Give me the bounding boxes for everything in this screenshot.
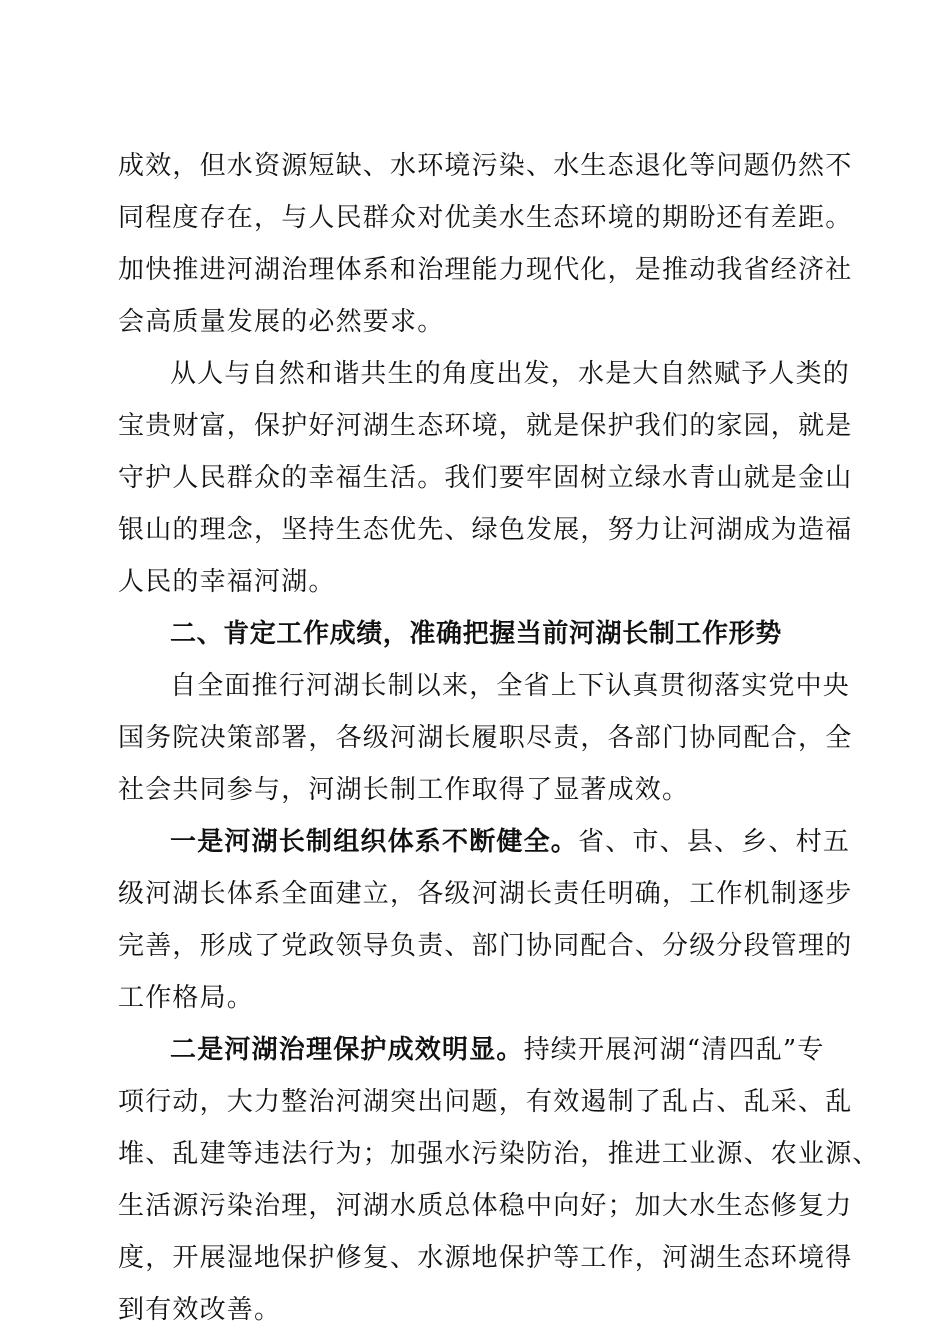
paragraph-lead: 一是河湖长制组织体系不断健全。	[170, 827, 579, 857]
paragraph-lead: 二是河湖治理保护成效明显。	[170, 1035, 524, 1065]
section-heading: 二、肯定工作成绩，准确把握当前河湖长制工作形势	[170, 619, 782, 649]
text-line: 加快推进河湖治理体系和治理能力现代化，是推动我省经济社	[118, 255, 853, 285]
text-line: 社会共同参与，河湖长制工作取得了显著成效。	[118, 775, 690, 805]
text-line: 守护人民群众的幸福生活。我们要牢固树立绿水青山就是金山	[118, 463, 853, 493]
text-line: 工作格局。	[118, 983, 255, 1013]
paragraph-2	[118, 348, 853, 608]
text-line: 堆、乱建等违法行为；加强水污染防治，推进工业源、农业源、	[118, 1139, 880, 1169]
text-line	[118, 1024, 834, 1076]
text-line	[118, 816, 851, 868]
text-line: 同程度存在，与人民群众对优美水生态环境的期盼还有差距。	[118, 203, 853, 233]
text-line: 度，开展湿地保护修复、水源地保护等工作，河湖生态环境得	[118, 1243, 853, 1273]
text-line: 会高质量发展的必然要求。	[118, 307, 445, 337]
paragraph-3	[118, 660, 853, 816]
text-line: 银山的理念，坚持生态优先、绿色发展，努力让河湖成为造福	[118, 515, 853, 545]
paragraph-5	[118, 1024, 880, 1336]
text-line: 到有效改善。	[118, 1295, 282, 1325]
text-line: 人民的幸福河湖。	[118, 567, 336, 597]
text-line: 自全面推行河湖长制以来，全省上下认真贯彻落实党中央	[170, 671, 851, 701]
text-span: 持续开展河湖“清四乱”专	[523, 1035, 825, 1065]
text-line: 生活源污染治理，河湖水质总体稳中向好；加大水生态修复力	[118, 1191, 853, 1221]
text-line: 成效，但水资源短缺、水环境污染、水生态退化等问题仍然不	[118, 151, 853, 181]
text-line: 国务院决策部署，各级河湖长履职尽责，各部门协同配合，全	[118, 723, 853, 753]
text-line: 项行动，大力整治河湖突出问题，有效遏制了乱占、乱采、乱	[118, 1087, 853, 1117]
text-line: 从人与自然和谐共生的角度出发，水是大自然赋予人类的	[170, 359, 851, 389]
paragraph-1	[118, 140, 853, 348]
paragraph-4	[118, 816, 853, 1024]
text-line: 完善，形成了党政领导负责、部门协同配合、分级分段管理的	[118, 931, 853, 961]
text-line: 宝贵财富，保护好河湖生态环境，就是保护我们的家园，就是	[118, 411, 853, 441]
text-line: 级河湖长体系全面建立，各级河湖长责任明确，工作机制逐步	[118, 879, 853, 909]
text-span: 省、市、县、乡、村五	[578, 827, 851, 857]
document-body	[118, 140, 880, 1336]
